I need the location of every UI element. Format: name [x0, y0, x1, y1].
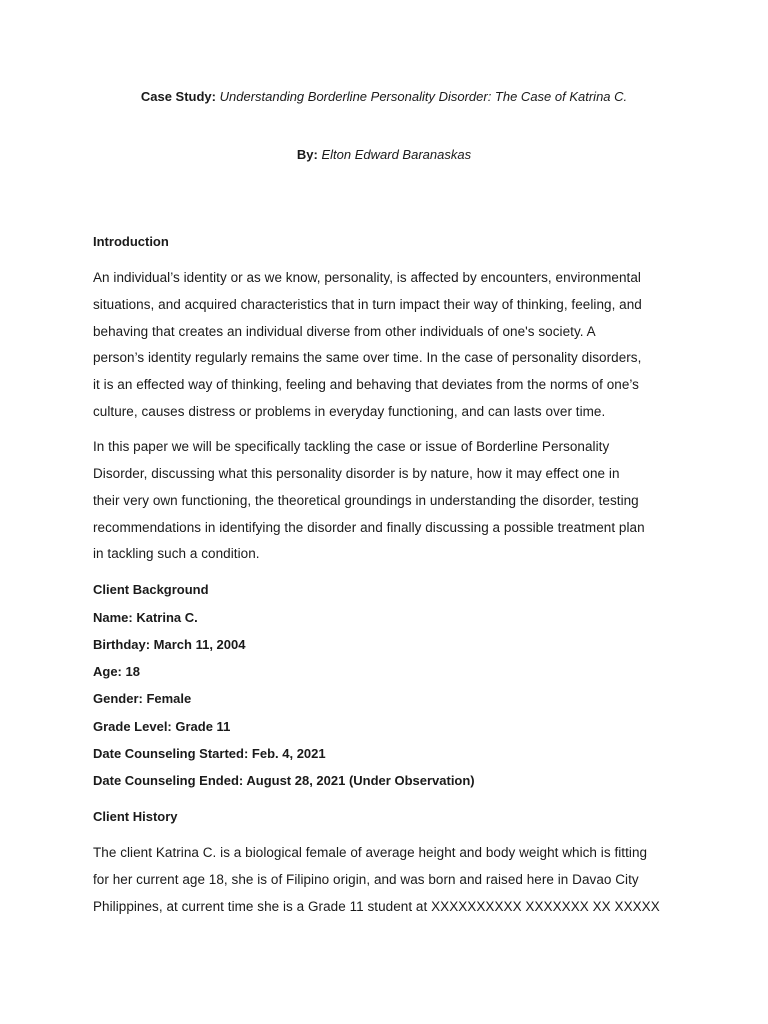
author-byline — [0, 147, 768, 162]
intro-paragraph2-line: In this paper we will be specifically tackling the case or issue of Borderline Personality — [93, 439, 610, 454]
introduction-heading: Introduction — [93, 234, 169, 249]
byline-label: By: — [296, 147, 318, 162]
author-name: Elton Edward Baranaskas — [321, 147, 472, 162]
intro-paragraph1-line: person’s identity regularly remains the same over time. In the case of personality disorders, — [93, 350, 642, 365]
title-label: Case Study: — [140, 89, 216, 104]
client-name: Name: Katrina C. — [93, 610, 198, 625]
client-history-line: The client Katrina C. is a biological female of average height and body weight which is fitting — [93, 845, 648, 860]
counseling-start-date: Date Counseling Started: Feb. 4, 2021 — [93, 746, 326, 761]
client-history-heading: Client History — [93, 809, 178, 824]
counseling-end-date: Date Counseling Ended: August 28, 2021 (Under Observation) — [93, 773, 475, 788]
intro-paragraph1-line: it is an effected way of thinking, feeling and behaving that deviates from the norms of one’s — [93, 377, 639, 392]
intro-paragraph2-line: their very own functioning, the theoretical groundings in understanding the disorder, testing — [93, 493, 639, 508]
intro-paragraph1-line: behaving that creates an individual diverse from other individuals of one's society. A — [93, 324, 596, 339]
client-history-line: Philippines, at current time she is a Grade 11 student at XXXXXXXXXX XXXXXXX XX XXXXX — [93, 899, 660, 914]
intro-paragraph2-line: Disorder, discussing what this personality disorder is by nature, how it may effect one in — [93, 466, 620, 481]
client-age: Age: 18 — [93, 664, 140, 679]
intro-paragraph2-line: recommendations in identifying the disorder and finally discussing a possible treatment plan — [93, 520, 645, 535]
client-birthday: Birthday: March 11, 2004 — [93, 637, 246, 652]
intro-paragraph1-line: situations, and acquired characteristics that in turn impact their way of thinking, feeling, and — [93, 297, 642, 312]
client-background-heading: Client Background — [93, 582, 209, 597]
client-grade-level: Grade Level: Grade 11 — [93, 719, 231, 734]
intro-paragraph1-line: culture, causes distress or problems in everyday functioning, and can lasts over time. — [93, 404, 606, 419]
title-text: Understanding Borderline Personality Disorder: The Case of Katrina C. — [219, 89, 628, 104]
document-title — [0, 89, 768, 104]
client-gender: Gender: Female — [93, 691, 192, 706]
intro-paragraph2-line: in tackling such a condition. — [93, 546, 260, 561]
intro-paragraph1-line: An individual’s identity or as we know, personality, is affected by encounters, environmental — [93, 270, 641, 285]
client-history-line: for her current age 18, she is of Filipino origin, and was born and raised here in Davao City — [93, 872, 639, 887]
